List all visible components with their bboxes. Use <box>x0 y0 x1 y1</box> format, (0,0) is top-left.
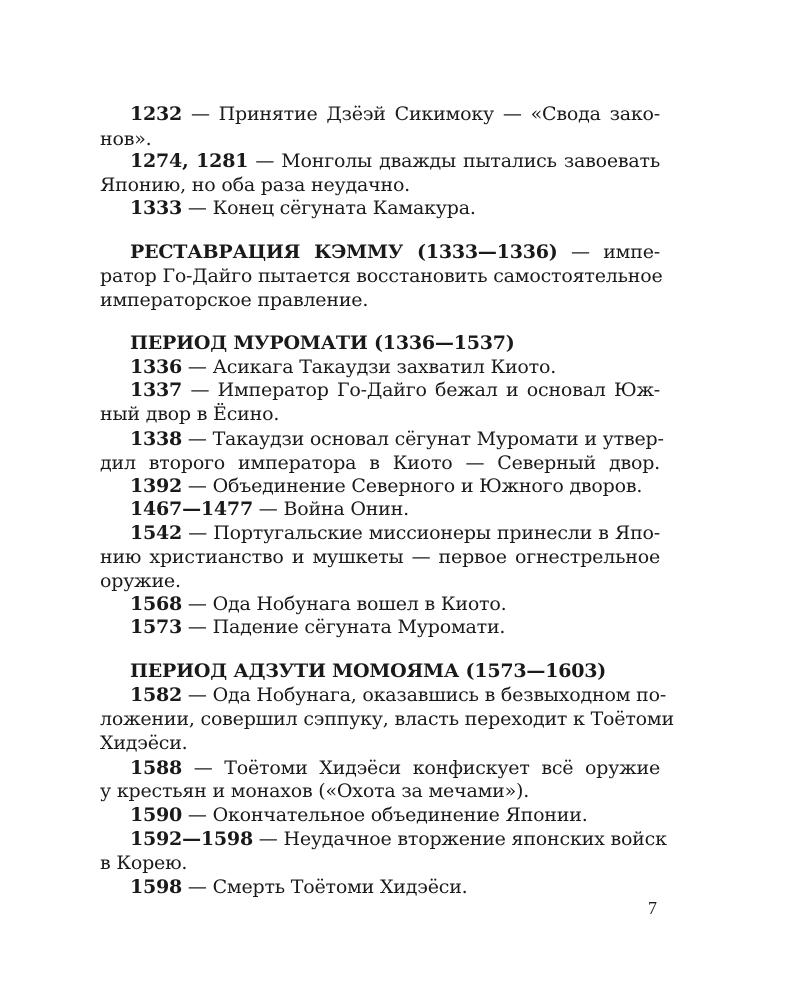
entry-date: ПЕРИОД АДЗУТИ МОМОЯМА (1573—1603) <box>130 660 607 682</box>
text-line <box>130 592 660 616</box>
text-line <box>130 331 660 355</box>
entry-text: — Такаудзи основал сёгунат Муромати и утвер- <box>182 428 664 450</box>
text-line <box>130 355 660 379</box>
text-line <box>130 427 664 451</box>
text-line <box>130 803 660 827</box>
entry-date: 1467—1477 <box>130 498 253 520</box>
entry-date: 1336 <box>130 356 183 378</box>
text-line <box>100 731 660 755</box>
entry-text: у крестьян и монахов («Охота за мечами»). <box>100 780 530 802</box>
text-line <box>100 127 660 151</box>
text-line <box>100 288 660 312</box>
entry-text: дил второго императора в Киото — Северный двор. <box>100 452 660 474</box>
entry-text: — Падение сёгуната Муромати. <box>182 616 506 638</box>
text-line <box>130 521 660 545</box>
entry-date: 1592—1598 <box>130 828 253 850</box>
entry-text: — Объединение Северного и Южного дворов. <box>182 475 643 497</box>
entry-text: — импе- <box>557 241 660 263</box>
entry-text: — Конец сёгуната Камакура. <box>182 197 476 219</box>
entry-text: — Португальские миссионеры принесли в Япо- <box>182 522 660 544</box>
entry-text: нов». <box>100 128 152 150</box>
text-line <box>100 851 660 875</box>
entry-text: ложении, совершил сэппуку, власть переходит к Тоётоми <box>100 708 674 730</box>
text-line <box>130 497 660 521</box>
entry-date: 1232 <box>130 103 183 125</box>
text-line <box>100 264 663 288</box>
entry-date: 1590 <box>130 804 183 826</box>
entry-date: 1392 <box>130 475 183 497</box>
entry-date: 1598 <box>130 876 183 898</box>
entry-date: 1274, 1281 <box>130 150 249 172</box>
entry-date: 1573 <box>130 616 183 638</box>
entry-date: 1337 <box>130 379 183 401</box>
entry-text: Японию, но оба раза неудачно. <box>100 174 411 196</box>
text-line <box>130 659 660 683</box>
text-line <box>130 875 660 899</box>
text-line <box>130 149 660 173</box>
entry-text: императорское правление. <box>100 289 369 311</box>
text-line <box>130 756 660 780</box>
text-line <box>100 451 660 475</box>
text-line <box>100 402 660 426</box>
text-line <box>130 683 667 707</box>
text-line <box>130 615 660 639</box>
entry-text: Хидэёси. <box>100 732 188 754</box>
text-line <box>130 102 660 126</box>
entry-text: — Император Го-Дайго бежал и основал Юж- <box>182 379 660 401</box>
entry-date: РЕСТАВРАЦИЯ КЭММУ (1333—1336) <box>130 241 558 263</box>
text-line <box>130 196 660 220</box>
entry-text: — Монголы дважды пытались завоевать <box>248 150 660 172</box>
entry-text: нию христианство и мушкеты — первое огнестрельное <box>100 546 660 568</box>
entry-text: — Ода Нобунага вошел в Киото. <box>182 593 507 615</box>
entry-text: ратор Го-Дайго пытается восстановить самостоятельное <box>100 265 663 287</box>
text-line <box>130 474 660 498</box>
text-line <box>100 779 660 803</box>
page-number: 7 <box>648 898 657 918</box>
entry-date: 1582 <box>130 684 183 706</box>
text-line <box>100 569 660 593</box>
entry-text: — Окончательное объединение Японии. <box>182 804 588 826</box>
entry-date: 1338 <box>130 428 183 450</box>
entry-date: 1333 <box>130 197 183 219</box>
text-line <box>130 240 660 264</box>
entry-text: — Война Онин. <box>252 498 409 520</box>
text-line <box>100 173 660 197</box>
text-line <box>100 545 660 569</box>
entry-text: в Корею. <box>100 852 188 874</box>
text-line <box>130 827 667 851</box>
entry-text: — Смерть Тоётоми Хидэёси. <box>182 876 468 898</box>
entry-text: — Принятие Дзёэй Сикимоку — «Свода зако- <box>182 103 660 125</box>
entry-text: — Тоётоми Хидэёси конфискует всё оружие <box>182 757 660 779</box>
entry-text: оружие. <box>100 570 181 592</box>
entry-text: — Ода Нобунага, оказавшись в безвыходном по- <box>182 684 667 706</box>
entry-date: 1542 <box>130 522 183 544</box>
entry-date: 1588 <box>130 757 183 779</box>
entry-date: ПЕРИОД МУРОМАТИ (1336—1537) <box>130 332 515 354</box>
text-line <box>100 707 674 731</box>
text-line <box>130 378 660 402</box>
entry-text: — Асикага Такаудзи захватил Киото. <box>182 356 557 378</box>
entry-date: 1568 <box>130 593 183 615</box>
entry-text: — Неудачное вторжение японских войск <box>252 828 667 850</box>
entry-text: ный двор в Ёсино. <box>100 403 280 425</box>
